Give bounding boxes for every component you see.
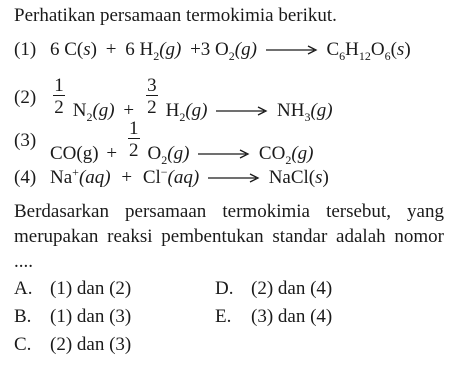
option-e-text: (3) dan (4) [251, 306, 333, 327]
eq4-sodium-ion: Na+(aq) [50, 165, 111, 188]
option-d-letter: D. [215, 278, 234, 299]
equation-3-number: (3) [14, 130, 37, 151]
eq1-oxygen: +3 O2(g) [190, 39, 257, 63]
option-c-letter: C. [14, 334, 32, 355]
option-b-text: (1) dan (3) [50, 306, 132, 327]
equation-4-number: (4) [14, 167, 37, 188]
equation-2-number: (2) [14, 87, 37, 108]
eq2-arrow [216, 106, 268, 116]
eq2-nitrogen: N2(g) [72, 100, 115, 124]
eq4-arrow [208, 173, 260, 183]
option-a-letter: A. [14, 278, 33, 299]
eq3-carbon-dioxide: CO2(g) [258, 143, 314, 167]
eq1-carbon: 6 C(s) [50, 39, 97, 60]
eq2-fraction-2: $\frac{3}{2}$ [147, 75, 157, 118]
eq1-glucose: C6H12O6(s) [326, 39, 411, 63]
equation-4 [50, 165, 329, 188]
option-a-text: (1) dan (2) [50, 278, 132, 299]
eq3-arrow [198, 149, 250, 159]
eq3-carbon-monoxide: CO(g) [50, 143, 99, 164]
eq1-plus-1: + [105, 39, 117, 60]
equation-3 [50, 118, 314, 167]
option-d-text: (2) dan (4) [251, 278, 333, 299]
eq3-plus: + [106, 143, 118, 164]
eq2-ammonia: NH3(g) [277, 100, 333, 124]
option-c-text: (2) dan (3) [50, 334, 132, 355]
question-text: Berdasarkan persamaan termokimia tersebut, yang merupakan reaksi pembentukan standar adalah nomor .... [14, 201, 444, 272]
eq1-arrow [266, 45, 318, 55]
eq2-hydrogen: H2(g) [165, 100, 208, 124]
eq2-fraction-1: $\frac{1}{2}$ [54, 75, 64, 118]
equation-1-number: (1) [14, 39, 37, 60]
eq1-hydrogen: 6 H2(g) [125, 39, 182, 63]
eq2-plus: + [123, 100, 135, 121]
eq3-oxygen: O2(g) [147, 143, 190, 167]
option-b-letter: B. [14, 306, 32, 327]
eq4-chloride-ion: Cl−(aq) [142, 165, 200, 188]
eq4-sodium-chloride: NaCl(s) [268, 167, 329, 188]
option-e-letter: E. [215, 306, 232, 327]
option-c[interactable] [14, 334, 132, 355]
eq3-fraction: $\frac{1}{2}$ [129, 118, 139, 161]
eq4-plus: + [121, 167, 133, 188]
option-a[interactable] [14, 278, 132, 299]
option-e[interactable] [215, 306, 333, 327]
option-d[interactable] [215, 278, 333, 299]
equation-2 [50, 75, 333, 124]
option-b[interactable] [14, 306, 132, 327]
intro-text: Perhatikan persamaan termokimia berikut. [14, 5, 337, 26]
equation-1 [50, 39, 411, 63]
